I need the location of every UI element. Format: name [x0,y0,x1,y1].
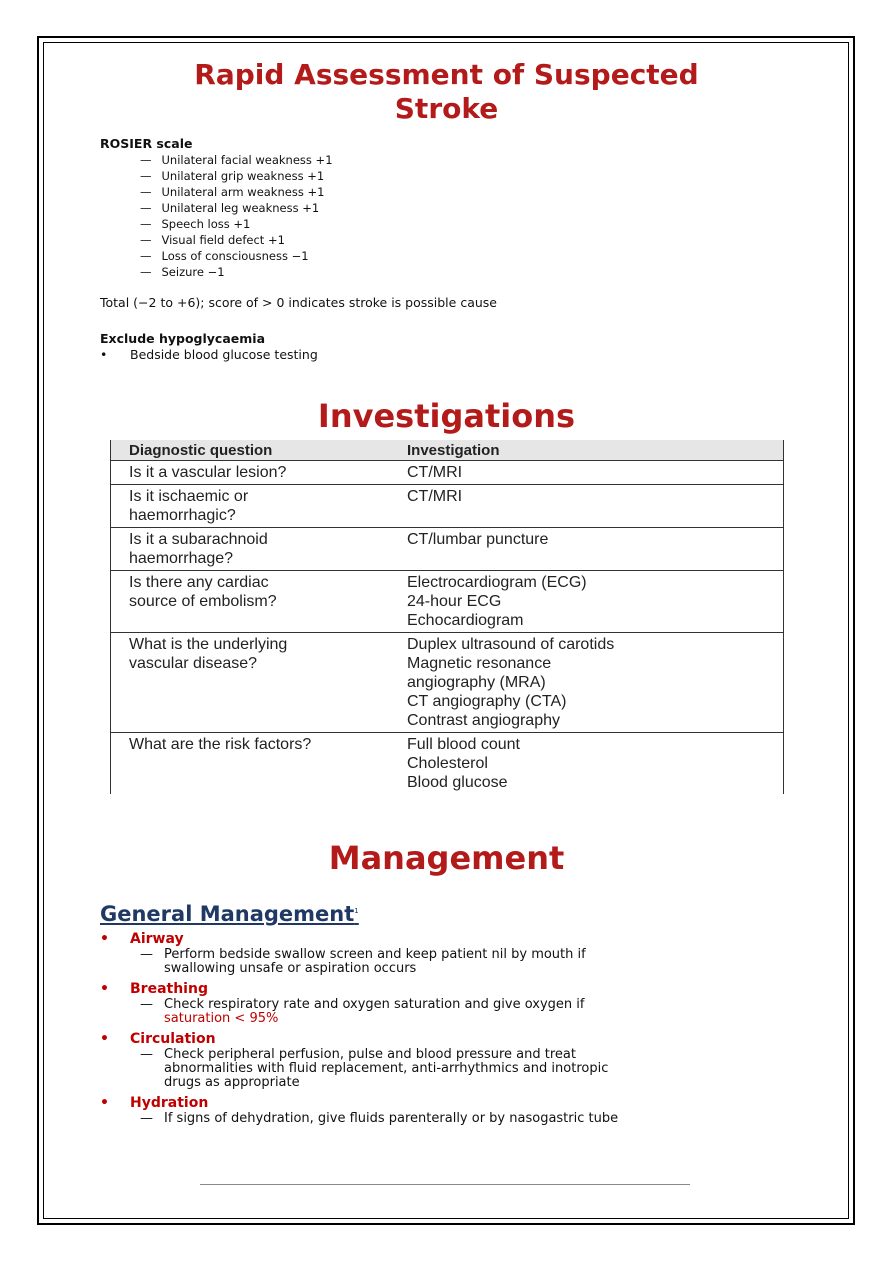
rosier-item: — Loss of consciousness −1 [140,248,333,264]
bullet-icon: • [100,931,109,947]
investigation-cell [389,633,784,733]
cell-line: 24-hour ECG [407,593,502,610]
rosier-item: — Speech loss +1 [140,216,333,232]
rosier-total: Total (−2 to +6); score of > 0 indicates stroke is possible cause [100,295,497,310]
cell-line: haemorrhagic? [129,507,236,524]
exclude-item [100,347,318,363]
rosier-section [100,136,333,280]
question-cell [111,485,390,528]
detail-line: — Check respiratory rate and oxygen saturation and give oxygen if [164,997,585,1012]
bullet-icon: • [100,347,108,362]
cell-line: Electrocardiogram (ECG) [407,574,587,591]
investigation-cell [389,528,784,571]
cell-line: Cholesterol [407,755,488,772]
cell-line: Duplex ultrasound of carotids [407,636,615,653]
page-title-line2: Stroke [394,92,499,125]
table-row [111,485,784,528]
detail-line: abnormalities with fluid replacement, anti-arrhythmics and inotropic [164,1061,609,1076]
question-cell [111,633,390,733]
investigation-cell [389,485,784,528]
category-label: Circulation [130,1031,216,1047]
cell-line: angiography (MRA) [407,674,546,691]
page-title [80,58,813,126]
investigation-cell [389,571,784,633]
category-hydration [100,1094,800,1112]
investigation-cell [389,461,784,485]
cell-line: Echocardiogram [407,612,524,629]
category-detail [100,1112,800,1126]
rosier-heading: ROSIER scale [100,136,193,151]
general-management-text: General Management [100,902,355,926]
investigations-table [110,440,784,794]
question-cell [111,528,390,571]
cell-line: CT/MRI [407,464,463,481]
rosier-item: — Unilateral arm weakness +1 [140,184,333,200]
rosier-item: — Unilateral facial weakness +1 [140,152,333,168]
detail-line-highlight: saturation < 95% [164,1011,279,1026]
cell-line: CT/MRI [407,488,463,505]
cell-line: source of embolism? [129,593,277,610]
cell-line: CT angiography (CTA) [407,693,567,710]
category-label: Breathing [130,981,208,997]
exclude-item-text: Bedside blood glucose testing [130,347,318,362]
table-row [111,571,784,633]
general-management-list [100,930,800,1130]
detail-line: — Perform bedside swallow screen and keep patient nil by mouth if [164,947,586,962]
question-cell [111,733,390,795]
rosier-item: — Seizure −1 [140,264,333,280]
cell-line: Is it ischaemic or [129,488,249,505]
cell-line: Full blood count [407,736,520,753]
table-row [111,528,784,571]
cell-line: Is it a vascular lesion? [129,464,287,481]
footnote-marker: 1 [354,907,359,915]
bullet-icon: • [100,1031,109,1047]
cell-line: Magnetic resonance [407,655,552,672]
cell-line: vascular disease? [129,655,258,672]
cell-line: Is it a subarachnoid [129,531,268,548]
category-label: Hydration [130,1095,209,1111]
exclude-section [100,331,318,363]
category-detail [100,1048,800,1090]
category-detail [100,998,800,1026]
detail-line: swallowing unsafe or aspiration occurs [164,961,417,976]
bottom-divider [200,1184,690,1185]
column-header: Investigation [389,440,784,461]
cell-line: Blood glucose [407,774,508,791]
management-heading: Management [328,839,565,877]
cell-line: Is there any cardiac [129,574,269,591]
cell-line: CT/lumbar puncture [407,531,549,548]
table-row [111,633,784,733]
category-circulation [100,1030,800,1048]
page-title-line1: Rapid Assessment of Suspected [194,58,699,91]
cell-line: Contrast angiography [407,712,560,729]
category-breathing [100,980,800,998]
table-row [111,461,784,485]
question-cell [111,461,390,485]
investigations-heading: Investigations [317,397,576,435]
general-management-heading [100,902,359,926]
cell-line: What is the underlying [129,636,288,653]
table-header-row [111,440,784,461]
category-label: Airway [130,931,184,947]
bullet-icon: • [100,981,109,997]
column-header: Diagnostic question [111,440,390,461]
investigation-cell [389,733,784,795]
detail-line: — Check peripheral perfusion, pulse and blood pressure and treat [164,1047,576,1062]
bullet-icon: • [100,1095,109,1111]
detail-line: drugs as appropriate [164,1075,300,1090]
rosier-item: — Unilateral leg weakness +1 [140,200,333,216]
rosier-list [100,152,333,280]
category-detail [100,948,800,976]
question-cell [111,571,390,633]
cell-line: What are the risk factors? [129,736,312,753]
rosier-item: — Visual field defect +1 [140,232,333,248]
detail-line: — If signs of dehydration, give fluids parenterally or by nasogastric tube [164,1111,619,1126]
rosier-item: — Unilateral grip weakness +1 [140,168,333,184]
category-airway [100,930,800,948]
exclude-heading: Exclude hypoglycaemia [100,331,266,346]
table-row [111,733,784,795]
cell-line: haemorrhage? [129,550,234,567]
